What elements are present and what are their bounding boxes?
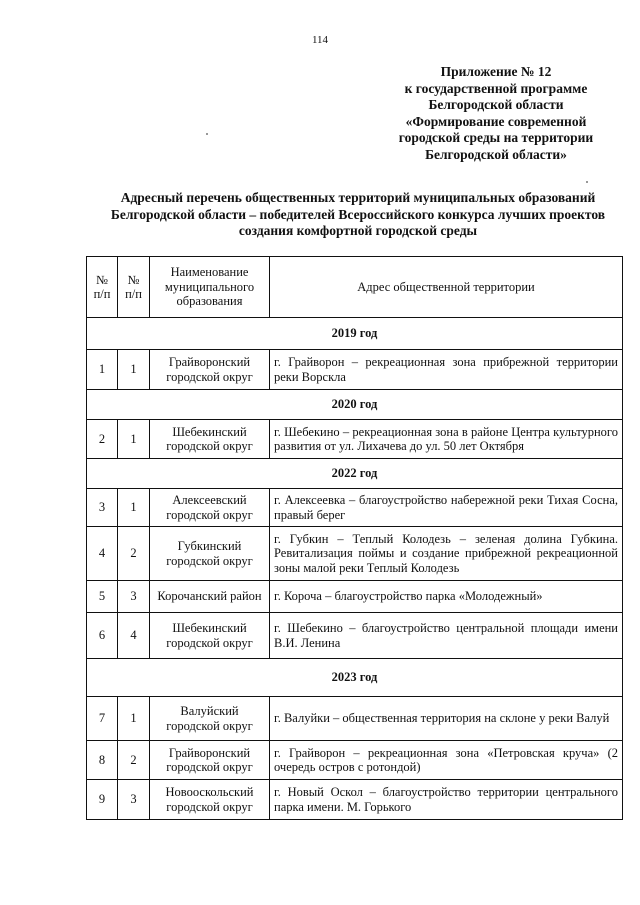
municipality-cell: Корочанский район	[150, 581, 270, 613]
address-cell: г. Короча – благоустройство парка «Молодежный»	[270, 581, 623, 613]
territories-table	[86, 256, 623, 820]
title-line: Белгородской области – победителей Всероссийского конкурса лучших проектов	[110, 206, 606, 222]
row-number: 4	[87, 527, 118, 581]
address-cell: г. Алексеевка – благоустройство набережной реки Тихая Сосна, правый берег	[270, 489, 623, 527]
appendix-header	[372, 64, 620, 163]
year-row	[87, 390, 623, 420]
document-title	[88, 190, 628, 240]
row-sub-number: 1	[118, 489, 150, 527]
address-cell: г. Шебекино – рекреационная зона в районе Центра культурного развития от ул. Лихачева до ул. 50 лет Октября	[270, 420, 623, 459]
table-row	[87, 527, 623, 581]
year-label: 2022 год	[87, 459, 623, 489]
row-sub-number: 2	[118, 741, 150, 780]
municipality-cell: Валуйский городской округ	[150, 697, 270, 741]
row-number: 2	[87, 420, 118, 459]
address-cell: г. Валуйки – общественная территория на склоне у реки Валуй	[270, 697, 623, 741]
table-row	[87, 697, 623, 741]
table-row	[87, 780, 623, 820]
year-label: 2023 год	[87, 659, 623, 697]
row-number: 3	[87, 489, 118, 527]
table-row	[87, 350, 623, 390]
address-cell: г. Новый Оскол – благоустройство территории центрального парка имени. М. Горького	[270, 780, 623, 820]
year-label: 2020 год	[87, 390, 623, 420]
year-label: 2019 год	[87, 318, 623, 350]
row-sub-number: 2	[118, 527, 150, 581]
appendix-line: Белгородской области»	[425, 146, 567, 162]
municipality-cell: Грайворонский городской округ	[150, 350, 270, 390]
row-sub-number: 4	[118, 613, 150, 659]
municipality-cell: Новооскольский городской округ	[150, 780, 270, 820]
address-cell: г. Губкин – Теплый Колодезь – зеленая долина Губкина. Ревитализация поймы и создание прибрежной рекреационной зоны малой реки Теплый Колодезь	[270, 527, 623, 581]
appendix-line: к государственной программе	[404, 80, 588, 96]
header-no-pp: № п/п	[87, 257, 118, 318]
municipality-cell: Шебекинский городской округ	[150, 613, 270, 659]
municipality-cell: Шебекинский городской округ	[150, 420, 270, 459]
row-number: 1	[87, 350, 118, 390]
row-sub-number: 3	[118, 581, 150, 613]
table-row	[87, 489, 623, 527]
row-sub-number: 1	[118, 420, 150, 459]
address-cell: г. Грайворон – рекреационная зона прибрежной территории реки Ворскла	[270, 350, 623, 390]
year-row	[87, 659, 623, 697]
appendix-line: Приложение № 12	[440, 64, 552, 79]
address-cell: г. Грайворон – рекреационная зона «Петровская круча» (2 очередь остров с ротондой)	[270, 741, 623, 780]
year-row	[87, 459, 623, 489]
appendix-line: «Формирование современной	[405, 113, 587, 129]
table-header-row	[87, 257, 623, 318]
appendix-line: Белгородской области	[428, 97, 564, 112]
row-sub-number: 1	[118, 697, 150, 741]
appendix-line: городской среды на территории	[398, 130, 594, 145]
address-cell: г. Шебекино – благоустройство центральной площади имени В.И. Ленина	[270, 613, 623, 659]
table-row	[87, 741, 623, 780]
row-number: 5	[87, 581, 118, 613]
municipality-cell: Губкинский городской округ	[150, 527, 270, 581]
row-number: 7	[87, 697, 118, 741]
year-row	[87, 318, 623, 350]
table-row	[87, 613, 623, 659]
municipality-cell: Грайворонский городской округ	[150, 741, 270, 780]
scan-speck	[586, 181, 588, 183]
table-row	[87, 420, 623, 459]
title-line: Адресный перечень общественных территорий муниципальных образований	[120, 190, 596, 205]
row-number: 8	[87, 741, 118, 780]
row-sub-number: 3	[118, 780, 150, 820]
title-line: создания комфортной городской среды	[238, 223, 478, 238]
row-number: 6	[87, 613, 118, 659]
municipality-cell: Алексеевский городской округ	[150, 489, 270, 527]
header-municipality: Наименование муниципального образования	[150, 257, 270, 318]
row-sub-number: 1	[118, 350, 150, 390]
row-number: 9	[87, 780, 118, 820]
header-address: Адрес общественной территории	[270, 257, 623, 318]
table-row	[87, 581, 623, 613]
header-no-pp-sub: № п/п	[118, 257, 150, 318]
scan-speck	[206, 133, 208, 135]
page-number: 114	[311, 34, 329, 46]
